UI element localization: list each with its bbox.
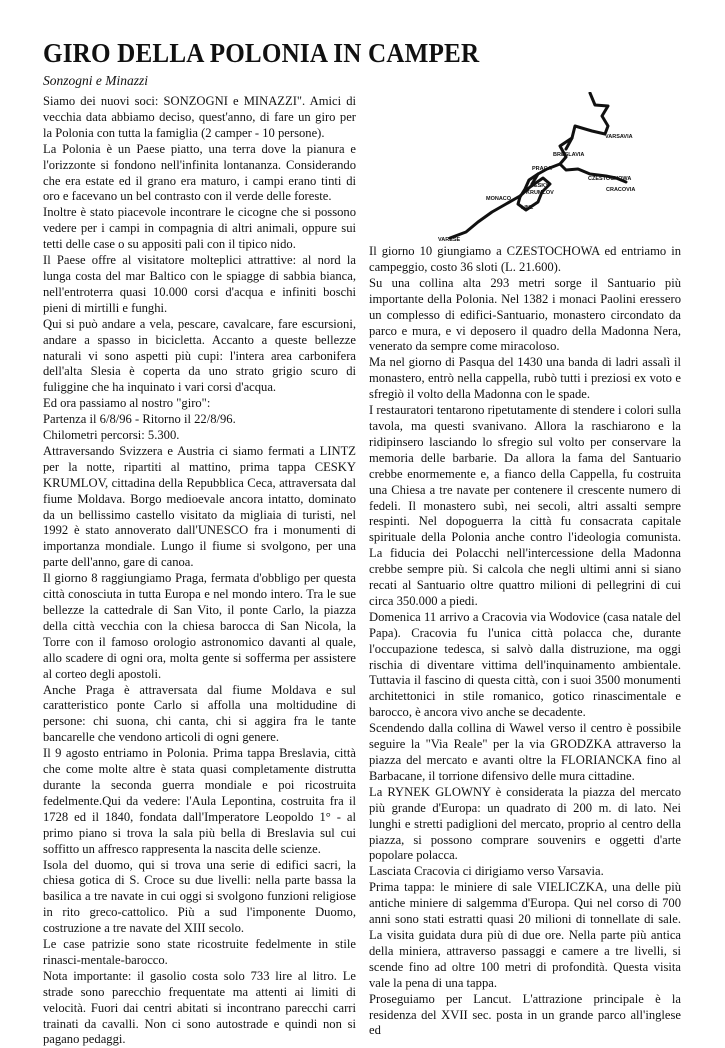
paragraph: Scendendo dalla collina di Wawel verso il centro è possibile seguire la "Via Reale" per la via GRODZKA attraverso la piazza del mercato e avanti oltre la FLORIANCKA fino al Barbacane, il torrione difensivo delle mura cittadine. xyxy=(369,721,681,783)
map-label-krumlov: KRUMLOV xyxy=(526,190,554,196)
paragraph: Il Paese offre al visitatore molteplici attrattive: al nord la lunga costa del mar Baltico con le spiagge di sabbia bianca, nell'entroterra quasi 10.000 corsi d'acqua e infiniti boschi pieni di mirtilli e funghi. xyxy=(43,253,356,315)
map-label-cracovia: CRACOVIA xyxy=(606,187,636,193)
paragraph: Nota importante: il gasolio costa solo 733 lire al litro. Le strade sono parecchio frequentate ma attenti ai limiti di velocità. Fuori dai centri abitati si incontrano parecchi carri trainati da cavalli. Non ci sono autostrade e quindi non si pagano pedaggi. xyxy=(43,968,356,1047)
paragraph: Isola del duomo, qui si trova una serie di edifici sacri, la chiesa gotica di S. Croce su due livelli: nella parte bassa la basilica a tre navate in cui oggi si svolgono funzioni religiose in rito greco-cattolico. Più a sud l'imponente Duomo, costruzione a tre navate del XIII secolo. xyxy=(43,857,356,936)
route-map xyxy=(430,92,680,244)
paragraph: Lasciata Cracovia ci dirigiamo verso Varsavia. xyxy=(369,864,604,879)
paragraph: Partenza il 6/8/96 - Ritorno il 22/8/96. xyxy=(43,412,236,427)
paragraph: Qui si può andare a vela, pescare, cavalcare, fare escursioni, andare a spasso in bicicletta. Accanto a queste bellezze naturali vi sono aspetti più cupi: l'intera area carbonifera dell'alta Slesia è coperta da uno strato grigio scuro di fuliggine che ha inquinato i vari corsi d'acqua. xyxy=(43,316,356,395)
paragraph: Siamo dei nuovi soci: SONZOGNI e MINAZZI". Amici di vecchia data abbiamo deciso, quest'anno, di fare un giro per la Polonia con tutta la famiglia (2 camper - 10 persone). xyxy=(43,94,356,140)
right-column xyxy=(369,244,681,1039)
paragraph: Proseguiamo per Lancut. L'attrazione principale è la residenza del XVII sec. posta in un grande parco all'inglese ed xyxy=(369,991,681,1038)
paragraph: Anche Praga è attraversata dal fiume Moldava e sul caratteristico ponte Carlo si affolla una moltidudine di persone: chi suona, chi canta, chi si aggira fra le tante bancarelle che vendono articoli di ogni genere. xyxy=(43,682,356,745)
paragraph: Il giorno 8 raggiungiamo Praga, fermata d'obbligo per questa città conosciuta in tutta Europa e nel mondo intero. Tra le sue bellezze la cattedrale di San Vito, il ponte Carlo, la piazza della città vecchia con la chiesa barocca di San Nicola, la Torre con il famoso orologio astronomico davanti al quale, allo scadere di ogni ora, molta gente si sofferma per assistere al corteo degli apostoli. xyxy=(43,571,356,681)
paragraph: Domenica 11 arrivo a Cracovia via Wodovice (casa natale del Papa). Cracovia fu l'unica città polacca che, durante l'occupazione tedesca, si salvò dalla distruzione, ma oggi rischia di diventare vittima dell'inquinamento ambientale. Tuttavia il fascino di questa città, con i suoi 3500 monumenti architettonici in stile romanico, gotico rinascimentale e barocco, è ancora vivo anche se decadente. xyxy=(369,609,681,720)
paragraph: Le case patrizie sono state ricostruite fedelmente in stile rinasci-mentale-barocco. xyxy=(43,937,356,967)
paragraph: Prima tappa: le miniere di sale VIELICZKA, una delle più antiche miniere di salgemma d'Europa. Qui nel corso di 700 anni sono stati estratti quasi 20 milioni di tonnellate di sale. La visita guidata dura più di due ore. Nella parte più antica della miniera, attraverso passaggi e camere a tre livelli, si scende fino ad oltre 100 metri di profondità. Questa visita vale la pena di una tappa. xyxy=(369,880,681,990)
paragraph: Chilometri percorsi: 5.300. xyxy=(43,428,180,443)
paragraph: I restauratori tentarono ripetutamente di stendere i colori sulla tavola, ma questi svanivano. Allora la raschiarono e la ridipinsero lasciando lo sfregio sul volto per conservare la memoria delle barbarie. Da allora la fama del Santuario crebbe enormemente e, a fianco della Cappella, fu costruita una Chiesa a tre navate per contenere il crescente numero di fedeli. Il monastero subì, nei secoli, altri assalti sempre respinti. Nel dopoguerra la città fu consacrata capitale spirituale della Polonia anche contro l'ideologia comunista. La fiducia dei Polacchi nell'intercessione della Madonna crebbe sempre più. Si calcola che negli ultimi anni si siano recati al Santuario oltre quattro milioni di pellegrini di cui circa 350.000 a piedi. xyxy=(369,403,681,608)
paragraph: Il 9 agosto entriamo in Polonia. Prima tappa Breslavia, città che come molte altre è stata quasi completamente distrutta durante la seconda guerra mondiale e poi ricostruita fedelmente.Qui da vedere: l'Aula Lepontina, costruita fra il 1728 ed il 1840, fondata dall'Imperatore Leopoldo 1° - al primo piano si trova la sala più bella di Breslavia sul cui soffitto un affresco rappresenta la nascita delle scienze. xyxy=(43,746,356,856)
paragraph: La RYNEK GLOWNY è considerata la piazza del mercato più grande d'Europa: un quadrato di 200 m. di lato. Nei lunghi e stretti padiglioni del mercato, proprio al centro della piazza, si possono comprare souvenirs e oggetti d'arte popolare polacca. xyxy=(369,784,681,863)
paragraph: Il giorno 10 giungiamo a CZESTOCHOWA ed entriamo in campeggio, costo 36 sloti (L. 21.600). xyxy=(369,244,681,274)
map-label-breslavia: BRESLAVIA xyxy=(553,152,585,158)
map-label-varese: VARESE xyxy=(438,237,461,243)
paragraph: Su una collina alta 293 metri sorge il Santuario più importante della Polonia. Nel 1382 i monaci Paolini eressero un complesso di edifici-Santuario, monastero circondato da parco e mura, e vi deposero il quadro della Madonna Nera, venerato da sempre come miracoloso. xyxy=(369,275,681,354)
map-label-monaco: MONACO xyxy=(486,196,512,202)
article-author: Sonzogni e Minazzi xyxy=(43,73,149,88)
paragraph: La Polonia è un Paese piatto, una terra dove la pianura e l'orizzonte si fondono nell'infinita lontananza. Considerando che era estate ed il grano era maturo, i campi erano tinti di oro e facevano un bel contrasto con il verde delle foreste. xyxy=(43,141,356,204)
map-label-czestochowa: CZESTOCHOWA xyxy=(588,176,632,182)
paragraph: Ma nel giorno di Pasqua del 1430 una banda di ladri assalì il monastero, entrò nella cappella, rubò tutti i preziosi ex voto e sfregiò il volto della Madonna con le spade. xyxy=(369,355,681,402)
paragraph: Ed ora passiamo al nostro "giro": xyxy=(43,396,211,411)
map-label-praga: PRAGA xyxy=(532,166,552,172)
paragraph: Attraversando Svizzera e Austria ci siamo fermati a LINTZ per la notte, ripartiti al mattino, prima tappa CESKY KRUMLOV, cittadina della Repubblica Ceca, attraversata dal fiume Moldava. Borgo medioevale ancora intatto, dominato da un bellissimo castello visitato da migliaia di turisti, nel 1992 è stato annoverato dall'UNESCO fra i monumenti di importanza mondiale. Lungo il fiume si svolgono, per una parte dell'anno, gare di canoa. xyxy=(43,443,356,570)
map-label-linz: LINZ xyxy=(521,205,534,211)
left-column xyxy=(43,94,356,1048)
article-title: GIRO DELLA POLONIA IN CAMPER xyxy=(43,38,480,68)
paragraph: Inoltre è stato piacevole incontrare le cicogne che si possono vedere per i campi in compagnia di altri animali, oppure sui tetti delle case o su appositi pali con il tipico nido. xyxy=(43,205,356,252)
map-label-varsavia: VARSAVIA xyxy=(605,134,633,140)
map-label-cesky: CESKY xyxy=(530,183,549,189)
